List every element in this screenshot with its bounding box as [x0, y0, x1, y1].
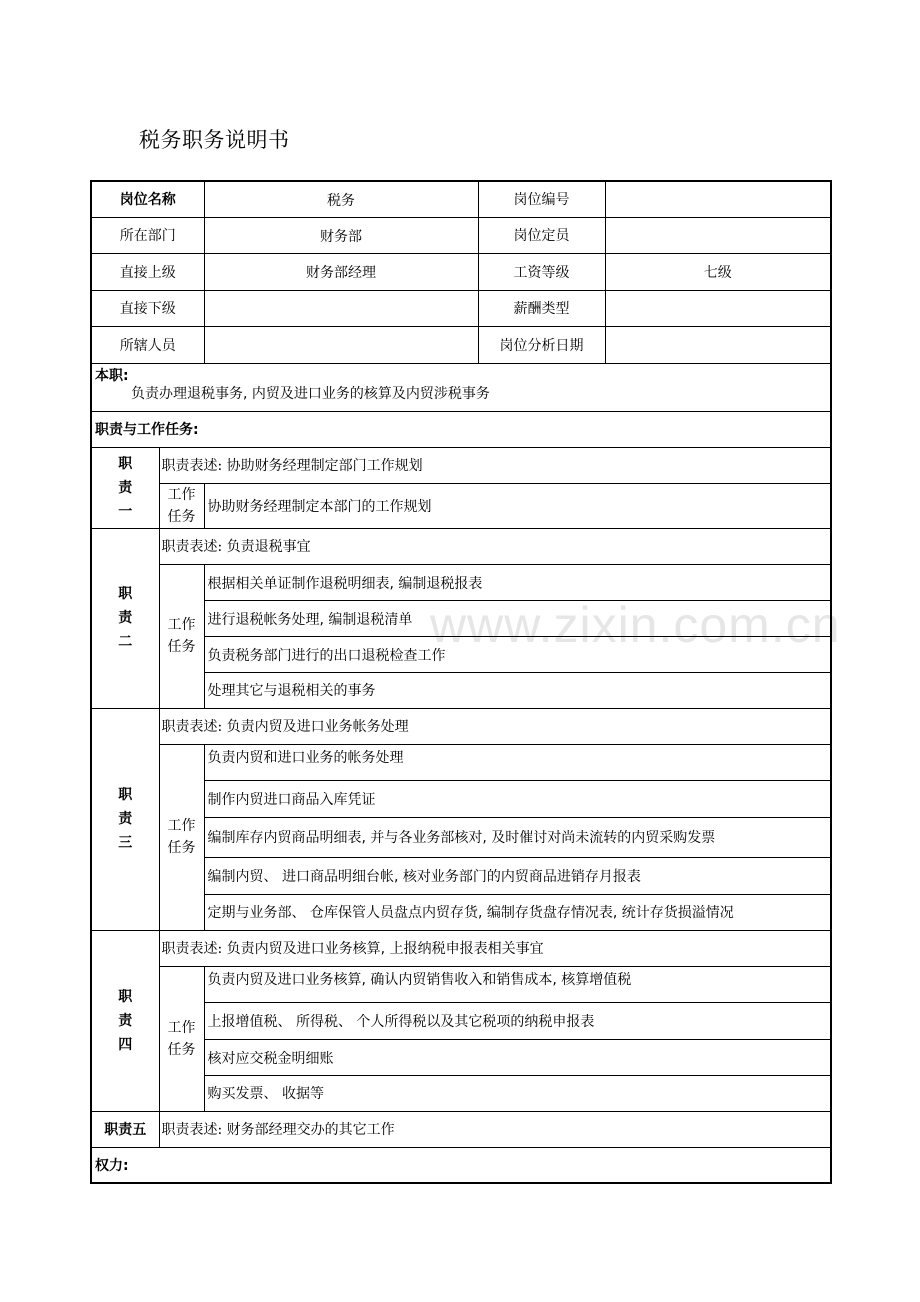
label-salary-grade: 工资等级: [478, 253, 605, 290]
page-title: 税务职务说明书: [139, 128, 290, 152]
value-headcount: [605, 217, 831, 253]
benzhi-row: [91, 363, 831, 411]
duty-5-description: 职责表述: 财务部经理交办的其它工作: [159, 1111, 831, 1147]
duty-3-task-5: 定期与业务部、 仓库保管人员盘点内贸存货, 编制存货盘存情况表, 统计存货损溢情况: [204, 894, 831, 930]
benzhi-text: 负责办理退税事务, 内贸及进口业务的核算及内贸涉税事务: [131, 385, 490, 402]
duty-2-label: 职 责 二: [91, 528, 159, 708]
value-pay-type: [605, 290, 831, 326]
value-position-number: [605, 181, 831, 217]
duty-2-description: 职责表述: 负责退税事宜: [159, 528, 831, 564]
header-row-subordinate: [91, 290, 831, 326]
duty-3-task-3: 编制库存内贸商品明细表, 并与各业务部核对, 及时催讨对尚未流转的内贸采购发票: [204, 817, 831, 857]
header-row-staff: [91, 326, 831, 363]
value-supervisor: 财务部经理: [204, 253, 478, 290]
benzhi-label: 本职:: [95, 367, 129, 384]
duty-3-desc-row: [91, 708, 831, 744]
value-salary-grade: 七级: [605, 253, 831, 290]
label-position-number: 岗位编号: [478, 181, 605, 217]
header-row-position-name: [91, 181, 831, 217]
duty-3-label: 职 责 三: [91, 708, 159, 930]
duty-4-task-row-1: [91, 966, 831, 1002]
duty-1-description: 职责表述: 协助财务经理制定部门工作规划: [159, 447, 831, 483]
power-label: 权力:: [91, 1147, 831, 1183]
duty-4-task-1: 负责内贸及进口业务核算, 确认内贸销售收入和销售成本, 核算增值税: [204, 966, 831, 1002]
duty-1-task-label: 工作 任务: [159, 483, 204, 528]
label-department: 所在部门: [91, 217, 204, 253]
duty-2-task-3: 负责税务部门进行的出口退税检查工作: [204, 636, 831, 672]
value-position-name: 税务: [204, 181, 478, 217]
duty-2-task-label: 工作 任务: [159, 564, 204, 708]
label-subordinate: 直接下级: [91, 290, 204, 326]
duty-4-task-4: 购买发票、 收据等: [204, 1075, 831, 1111]
duty-4-desc-row: [91, 930, 831, 966]
label-supervisor: 直接上级: [91, 253, 204, 290]
duty-3-task-2: 制作内贸进口商品入库凭证: [204, 780, 831, 817]
duties-header: 职责与工作任务:: [91, 411, 831, 447]
job-description-table: [90, 180, 832, 1184]
watermark: www.zixin.com.cn: [430, 597, 841, 653]
duty-1-task-row: [91, 483, 831, 528]
label-pay-type: 薪酬类型: [478, 290, 605, 326]
value-subordinate: [204, 290, 478, 326]
label-analysis-date: 岗位分析日期: [478, 326, 605, 363]
duty-2-task-2: 进行退税帐务处理, 编制退税清单: [204, 600, 831, 636]
power-row: [91, 1147, 831, 1183]
label-headcount: 岗位定员: [478, 217, 605, 253]
label-position-name: 岗位名称: [91, 181, 204, 217]
duty-4-task-2: 上报增值税、 所得税、 个人所得税以及其它税项的纳税申报表: [204, 1002, 831, 1039]
duty-3-description: 职责表述: 负责内贸及进口业务帐务处理: [159, 708, 831, 744]
value-department: 财务部: [204, 217, 478, 253]
duty-4-task-label: 工作 任务: [159, 966, 204, 1111]
duty-5-row: [91, 1111, 831, 1147]
header-row-department: [91, 217, 831, 253]
duty-2-task-1: 根据相关单证制作退税明细表, 编制退税报表: [204, 564, 831, 600]
duty-4-description: 职责表述: 负责内贸及进口业务核算, 上报纳税申报表相关事宜: [159, 930, 831, 966]
duty-3-task-label: 工作 任务: [159, 744, 204, 930]
duty-2-desc-row: [91, 528, 831, 564]
header-row-supervisor: [91, 253, 831, 290]
duty-1-label: 职 责 一: [91, 447, 159, 528]
duty-3-task-1: 负责内贸和进口业务的帐务处理: [204, 744, 831, 780]
duty-4-task-3: 核对应交税金明细账: [204, 1039, 831, 1075]
value-staff: [204, 326, 478, 363]
duties-header-row: [91, 411, 831, 447]
duty-2-task-4: 处理其它与退税相关的事务: [204, 672, 831, 708]
duty-3-task-row-1: [91, 744, 831, 780]
duty-3-task-4: 编制内贸、 进口商品明细台帐, 核对业务部门的内贸商品进销存月报表: [204, 857, 831, 894]
benzhi-cell: [91, 363, 831, 411]
duty-1-task-1: 协助财务经理制定本部门的工作规划: [204, 483, 831, 528]
value-analysis-date: [605, 326, 831, 363]
duty-2-task-row-1: [91, 564, 831, 600]
duty-4-label: 职 责 四: [91, 930, 159, 1111]
label-staff: 所辖人员: [91, 326, 204, 363]
duty-1-desc-row: [91, 447, 831, 483]
duty-5-label: 职责五: [91, 1111, 159, 1147]
